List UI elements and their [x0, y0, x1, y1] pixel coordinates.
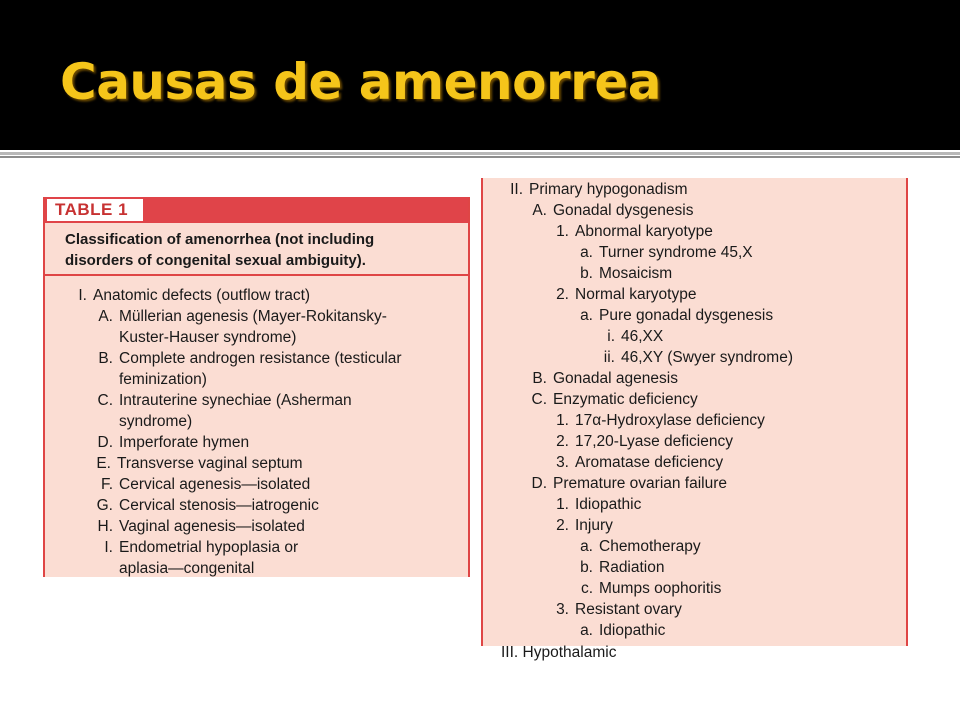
list-item: [45, 537, 470, 579]
list-item-marker: E.: [96, 455, 111, 472]
list-item: [483, 473, 908, 494]
list-item-marker: 1.: [556, 412, 569, 429]
list-item-continuation: aplasia—congenital: [119, 560, 255, 577]
list-item-text: Resistant ovary: [575, 601, 682, 618]
list-item-continuation: feminization): [119, 371, 207, 388]
table-header-bar: [45, 197, 468, 223]
list-item-marker: i.: [607, 328, 615, 345]
list-item-text: Mosaicism: [599, 265, 673, 282]
list-item-text: Idiopathic: [599, 622, 666, 639]
list-item: [45, 348, 470, 390]
list-item-text: Primary hypogonadism: [529, 181, 688, 198]
list-item-text: Normal karyotype: [575, 286, 697, 303]
list-item-marker: C.: [531, 391, 547, 408]
list-item-text: Pure gonadal dysgenesis: [599, 307, 774, 324]
list-item-marker: 3.: [556, 454, 569, 471]
list-item: [483, 515, 908, 536]
list-item-marker: 1.: [556, 496, 569, 513]
list-item-text: Gonadal dysgenesis: [553, 202, 694, 219]
list-item-text: Abnormal karyotype: [575, 223, 713, 240]
list-item: [483, 389, 908, 410]
list-item-marker: I.: [78, 287, 87, 304]
list-item-marker: a.: [580, 538, 593, 555]
list-item-text: Mumps oophoritis: [599, 580, 722, 597]
list-item-text: Endometrial hypoplasia or: [119, 539, 299, 556]
list-item: [483, 431, 908, 452]
list-item: [483, 242, 908, 263]
caption-divider: [45, 274, 468, 276]
list-item-text: Gonadal agenesis: [553, 370, 678, 387]
list-item-text: 17,20-Lyase deficiency: [575, 433, 733, 450]
list-item-text: Radiation: [599, 559, 665, 576]
list-item-text: Aromatase deficiency: [575, 454, 724, 471]
list-item: [483, 347, 908, 368]
list-item-marker: a.: [580, 244, 593, 261]
table-panel-left: [43, 197, 470, 577]
list-item-marker: B.: [98, 350, 113, 367]
title-divider-dark: [0, 156, 960, 158]
list-item-text: Turner syndrome 45,X: [599, 244, 753, 261]
list-item: [483, 452, 908, 473]
list-item: [45, 495, 470, 516]
table-panel-right: [481, 178, 908, 661]
table-caption: [65, 229, 460, 271]
list-item-marker: c.: [580, 580, 593, 597]
list-item: [483, 536, 908, 557]
list-item: [483, 284, 908, 305]
list-item: [483, 305, 908, 326]
list-item: [483, 179, 908, 200]
list-item-text: Cervical stenosis—iatrogenic: [119, 497, 319, 514]
caption-line-2: disorders of congenital sexual ambiguity).: [65, 252, 366, 269]
list-item-text: Imperforate hymen: [119, 434, 250, 451]
list-item-text: Anatomic defects (outflow tract): [93, 287, 311, 304]
list-item-text: Injury: [575, 517, 613, 534]
list-item-marker: 1.: [556, 223, 569, 240]
outline-list-left: [45, 285, 470, 579]
list-item-marker: 2.: [556, 286, 569, 303]
list-item-marker: H.: [97, 518, 113, 535]
list-item-text: Enzymatic deficiency: [553, 391, 698, 408]
list-item: [45, 432, 470, 453]
list-item-marker: b.: [580, 559, 593, 576]
list-item: [45, 453, 470, 474]
list-item-marker: ii.: [603, 349, 615, 366]
caption-line-1: Classification of amenorrhea (not including: [65, 231, 375, 248]
list-item: [45, 285, 470, 306]
list-item-text: Müllerian agenesis (Mayer-Rokitansky-: [119, 308, 387, 325]
list-item-marker: F.: [100, 476, 113, 493]
list-item-marker: D.: [97, 434, 113, 451]
title-divider-light: [0, 152, 960, 155]
list-item: [483, 620, 908, 641]
cutoff-marker: III.: [501, 644, 519, 661]
list-item-marker: 3.: [556, 601, 569, 618]
list-item: [45, 390, 470, 432]
list-item: [45, 516, 470, 537]
title-bar: [0, 0, 960, 150]
list-item: [483, 326, 908, 347]
list-item: [483, 200, 908, 221]
list-item-marker: a.: [580, 622, 593, 639]
list-item-marker: b.: [580, 265, 593, 282]
list-item-marker: D.: [531, 475, 547, 492]
list-item-text: Vaginal agenesis—isolated: [119, 518, 305, 535]
list-item: [483, 599, 908, 620]
list-item-text: Premature ovarian failure: [553, 475, 728, 492]
list-item-marker: A.: [532, 202, 547, 219]
list-item-marker: a.: [580, 307, 593, 324]
list-item: [483, 368, 908, 389]
cutoff-item: [501, 644, 621, 661]
list-item-marker: II.: [510, 181, 523, 198]
list-item-marker: C.: [97, 392, 113, 409]
list-item-text: 46,XY (Swyer syndrome): [621, 349, 793, 366]
cutoff-text: Hypothalamic: [522, 644, 617, 661]
list-item-text: 46,XX: [621, 328, 664, 345]
list-item-text: Complete androgen resistance (testicular: [119, 350, 402, 367]
list-item-continuation: syndrome): [119, 413, 193, 430]
list-item: [45, 306, 470, 348]
list-item-marker: 2.: [556, 433, 569, 450]
list-item-text: Intrauterine synechiae (Asherman: [119, 392, 352, 409]
list-item: [483, 263, 908, 284]
list-item-text: Idiopathic: [575, 496, 642, 513]
slide-title: Causas de amenorrea: [60, 53, 661, 111]
list-item: [483, 578, 908, 599]
list-item-text: Cervical agenesis—isolated: [119, 476, 311, 493]
list-item: [483, 221, 908, 242]
list-item-text: 17α-Hydroxylase deficiency: [575, 412, 765, 429]
outline-list-right: [483, 179, 908, 641]
list-item-marker: 2.: [556, 517, 569, 534]
list-item-text: Chemotherapy: [599, 538, 701, 555]
list-item-marker: G.: [96, 497, 113, 514]
list-item: [45, 474, 470, 495]
list-item-text: Transverse vaginal septum: [117, 455, 303, 472]
table-label: TABLE 1: [47, 199, 143, 221]
list-item-marker: I.: [104, 539, 113, 556]
list-item: [483, 410, 908, 431]
list-item-continuation: Kuster-Hauser syndrome): [119, 329, 297, 346]
list-item-marker: B.: [532, 370, 547, 387]
list-item-marker: A.: [98, 308, 113, 325]
list-item: [483, 494, 908, 515]
list-item: [483, 557, 908, 578]
